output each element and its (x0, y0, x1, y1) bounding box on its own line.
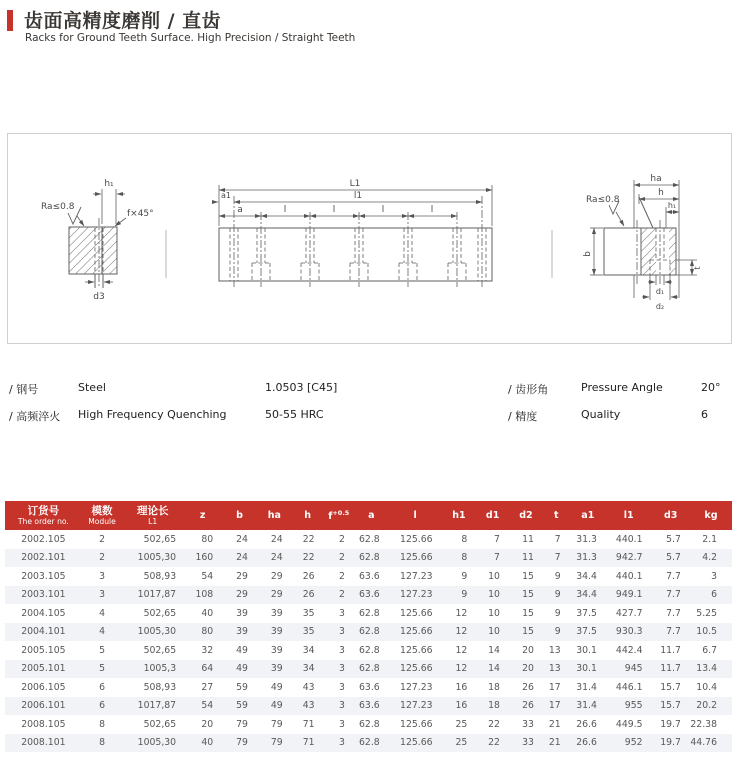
cell-order: 2008.105 (21, 718, 66, 730)
cell-a1: 31.3 (576, 552, 597, 564)
cell-l: 125.66 (400, 663, 433, 675)
cell-d1: 22 (488, 718, 500, 730)
spec-en-label: High Frequency Quenching (78, 408, 227, 421)
cell-t: 7 (554, 533, 561, 545)
column-header-h1: h1 (452, 510, 466, 521)
cell-z: 80 (201, 626, 214, 638)
table-row (5, 734, 732, 753)
cell-t: 9 (554, 607, 561, 619)
cell-z: 40 (201, 607, 214, 619)
cell-t: 13 (548, 663, 561, 675)
table-row (5, 715, 732, 734)
cell-d1: 10 (488, 570, 500, 582)
cell-length: 502,65 (143, 718, 177, 730)
cell-a1: 31.3 (576, 533, 597, 545)
cell-d1: 18 (488, 700, 500, 712)
cell-l1: 440.1 (615, 570, 643, 582)
page-subtitle: Racks for Ground Teeth Surface. High Precision / Straight Teeth (25, 32, 356, 44)
front-a-label: a (237, 205, 243, 215)
spec-value: 20° (701, 381, 721, 394)
cell-l1: 427.7 (615, 607, 643, 619)
cell-d1: 10 (488, 607, 500, 619)
cell-b: 79 (236, 737, 248, 749)
cell-length: 508,93 (143, 570, 177, 582)
cell-order: 2006.105 (21, 681, 66, 693)
table-row (5, 678, 732, 697)
cell-l: 125.66 (400, 644, 433, 656)
cell-t: 7 (554, 552, 561, 564)
column-header-order: 订货号 The order no. (17, 505, 69, 526)
table-row (5, 697, 732, 716)
cell-l: 125.66 (400, 533, 433, 545)
cell-ha: 39 (270, 626, 283, 638)
cell-kg: 6.7 (702, 644, 717, 656)
spec-row-quality (508, 408, 733, 435)
cell-h1: 12 (455, 644, 468, 656)
cell-ha: 39 (270, 663, 283, 675)
cell-kg: 22.38 (690, 718, 717, 730)
cell-d1: 10 (488, 589, 500, 601)
cell-order: 2003.101 (21, 589, 66, 601)
cell-a: 62.8 (359, 607, 380, 619)
cell-a: 62.8 (359, 552, 380, 564)
cell-d2: 33 (522, 718, 534, 730)
cell-a: 62.8 (359, 644, 380, 656)
cell-l: 127.23 (400, 589, 433, 601)
cell-ha: 39 (270, 644, 283, 656)
cell-length: 502,65 (143, 533, 177, 545)
cell-f: 3 (339, 607, 345, 619)
cell-z: 80 (201, 533, 214, 545)
table-row (5, 641, 732, 660)
cell-d1: 14 (488, 644, 500, 656)
cell-f: 2 (339, 552, 345, 564)
cell-ha: 29 (270, 570, 283, 582)
cell-z: 32 (201, 644, 214, 656)
cell-ha: 79 (270, 737, 283, 749)
front-l-label: l (430, 205, 434, 215)
cell-l1: 440.1 (615, 533, 643, 545)
spec-row-steel (9, 381, 479, 408)
cell-d3: 15.7 (660, 700, 681, 712)
cell-l1: 952 (624, 737, 643, 749)
table-row (5, 567, 732, 586)
table-row (5, 623, 732, 642)
cell-d2: 15 (522, 626, 534, 638)
cell-h: 35 (302, 607, 315, 619)
left-ra-label: Ra≤0.8 (41, 202, 75, 212)
cell-d2: 11 (522, 533, 534, 545)
cell-t: 17 (548, 681, 561, 693)
cell-order: 2005.105 (21, 644, 66, 656)
spec-zh-label: / 齿形角 (508, 383, 549, 396)
column-header-length: 理论长 L1 (136, 505, 169, 526)
cell-f: 2 (339, 570, 345, 582)
specs-left-column (9, 381, 479, 435)
cell-ha: 49 (270, 700, 283, 712)
cell-kg: 44.76 (690, 737, 717, 749)
table-row (5, 586, 732, 605)
spec-zh-label: / 高频淬火 (9, 410, 61, 423)
cell-d3: 7.7 (666, 570, 681, 582)
cell-d3: 11.7 (660, 663, 681, 675)
rack-front-view-drawing (212, 179, 492, 287)
end-section-drawing (583, 174, 702, 311)
cell-d2: 15 (522, 570, 534, 582)
specs-right-column (508, 381, 733, 435)
cell-l1: 955 (624, 700, 643, 712)
cell-f: 3 (339, 700, 345, 712)
front-a1-label: a1 (221, 191, 231, 200)
cell-kg: 10.5 (696, 626, 717, 638)
front-l-label: l (381, 205, 385, 215)
cell-order: 2006.101 (21, 700, 66, 712)
cell-h: 26 (302, 570, 315, 582)
cell-d1: 18 (488, 681, 500, 693)
column-header-b: b (236, 510, 243, 521)
cell-module: 3 (99, 589, 105, 601)
cell-l1: 930.3 (615, 626, 643, 638)
cell-l: 127.23 (400, 570, 433, 582)
cell-order: 2002.101 (21, 552, 66, 564)
cell-a: 62.8 (359, 718, 380, 730)
cell-h: 35 (302, 626, 315, 638)
end-t-label: t (693, 266, 702, 270)
cell-b: 24 (236, 533, 248, 545)
cell-length: 1017,87 (137, 700, 177, 712)
cell-kg: 2.1 (702, 533, 717, 545)
cell-d3: 7.7 (666, 607, 681, 619)
cell-b: 24 (236, 552, 248, 564)
spec-en-label: Pressure Angle (581, 381, 663, 394)
cell-b: 79 (236, 718, 248, 730)
cell-t: 9 (554, 570, 561, 582)
cell-d3: 15.7 (660, 681, 681, 693)
cell-f: 3 (339, 737, 345, 749)
cell-z: 20 (201, 718, 214, 730)
cell-order: 2002.105 (21, 533, 66, 545)
cell-z: 27 (201, 681, 214, 693)
cell-b: 59 (236, 700, 248, 712)
cell-kg: 6 (711, 589, 717, 601)
cell-length: 1005,30 (137, 552, 177, 564)
cell-length: 1005,30 (137, 737, 177, 749)
left-chamfer-label: f×45° (127, 209, 154, 219)
cell-z: 64 (201, 663, 214, 675)
cell-order: 2004.105 (21, 607, 66, 619)
cell-l1: 942.7 (615, 552, 643, 564)
cell-l: 125.66 (400, 737, 433, 749)
cell-h1: 12 (455, 626, 468, 638)
spec-row-quenching (9, 408, 479, 435)
cell-a1: 34.4 (576, 589, 597, 601)
cell-d3: 11.7 (660, 644, 681, 656)
page-title: 齿面高精度磨削 / 直齿 (24, 10, 222, 32)
cell-a1: 26.6 (576, 737, 597, 749)
cell-length: 508,93 (143, 681, 177, 693)
cell-d2: 26 (522, 700, 534, 712)
cell-a1: 37.5 (576, 626, 597, 638)
cell-h: 34 (302, 663, 315, 675)
column-header-f: $f^{+0.5}$ (328, 508, 350, 523)
column-header-ha: ha (267, 510, 281, 521)
cell-b: 29 (236, 589, 248, 601)
cell-a: 62.8 (359, 663, 380, 675)
cell-a: 63.6 (359, 681, 380, 693)
title-accent-bar (7, 10, 13, 31)
left-h1-label: h₁ (104, 179, 114, 189)
cell-ha: 49 (270, 681, 283, 693)
cell-b: 39 (236, 626, 248, 638)
cell-order: 2008.101 (21, 737, 66, 749)
cell-h1: 12 (455, 607, 468, 619)
cell-length: 502,65 (143, 607, 177, 619)
cell-d3: 5.7 (666, 533, 681, 545)
cell-module: 8 (99, 737, 105, 749)
cell-b: 29 (236, 570, 248, 582)
end-b-label: b (583, 251, 593, 257)
technical-drawing (8, 134, 729, 341)
cell-h1: 16 (455, 681, 468, 693)
column-header-d3: d3 (664, 510, 678, 521)
cell-d3: 7.7 (666, 626, 681, 638)
cell-h1: 25 (455, 718, 468, 730)
end-h-label: h (658, 188, 664, 198)
cell-l: 127.23 (400, 700, 433, 712)
cell-h: 22 (302, 552, 315, 564)
left-section-drawing (41, 179, 154, 302)
column-header-l: l (413, 510, 417, 521)
cell-h: 43 (302, 681, 315, 693)
column-header-t: t (554, 510, 559, 521)
cell-kg: 10.4 (696, 681, 717, 693)
cell-h: 34 (302, 644, 315, 656)
column-header-d1: d1 (485, 510, 500, 521)
cell-module: 6 (99, 700, 105, 712)
cell-d2: 11 (522, 552, 534, 564)
cell-t: 17 (548, 700, 561, 712)
spec-row-pressure-angle (508, 381, 733, 408)
cell-d3: 5.7 (666, 552, 681, 564)
cell-h1: 9 (461, 589, 468, 601)
cell-length: 1005,30 (137, 626, 177, 638)
cell-z: 54 (201, 700, 214, 712)
cell-d1: 7 (493, 533, 500, 545)
cell-a1: 37.5 (576, 607, 597, 619)
cell-f: 2 (339, 589, 345, 601)
cell-a: 63.6 (359, 570, 380, 582)
cell-d3: 7.7 (666, 589, 681, 601)
cell-z: 54 (201, 570, 214, 582)
cell-kg: 3 (711, 570, 717, 582)
cell-l: 125.66 (400, 718, 433, 730)
table-head (5, 501, 732, 530)
cell-a1: 26.6 (576, 718, 597, 730)
end-ha-label: ha (650, 174, 662, 184)
table-row (5, 530, 732, 549)
cell-t: 9 (554, 589, 561, 601)
cell-l1: 442.4 (615, 644, 643, 656)
end-ra-label: Ra≤0.8 (586, 195, 620, 205)
cell-ha: 24 (270, 552, 283, 564)
table-body (5, 530, 732, 752)
cell-d1: 14 (488, 663, 500, 675)
table-row (5, 549, 732, 568)
cell-d1: 22 (488, 737, 500, 749)
cell-d1: 7 (493, 552, 500, 564)
front-L1-label: L1 (349, 179, 361, 189)
cell-h: 22 (302, 533, 315, 545)
cell-module: 5 (99, 663, 105, 675)
front-l-label: l (332, 205, 336, 215)
cell-ha: 79 (270, 718, 283, 730)
cell-l: 125.66 (400, 626, 433, 638)
cell-kg: 13.4 (696, 663, 717, 675)
column-header-l1: l1 (623, 510, 634, 521)
cell-length: 1017,87 (137, 589, 177, 601)
cell-f: 3 (339, 663, 345, 675)
cell-module: 4 (99, 607, 105, 619)
column-header-module: 模数 Module (88, 505, 116, 526)
cell-order: 2005.101 (21, 663, 66, 675)
table-header-row (5, 501, 732, 530)
spec-value: 6 (701, 408, 708, 421)
cell-d3: 19.7 (660, 718, 681, 730)
front-l-label: l (283, 205, 287, 215)
table-row (5, 604, 732, 623)
cell-h1: 25 (455, 737, 468, 749)
cell-t: 21 (548, 737, 561, 749)
cell-a1: 34.4 (576, 570, 597, 582)
cell-order: 2003.105 (21, 570, 66, 582)
cell-b: 39 (236, 607, 248, 619)
cell-b: 59 (236, 681, 248, 693)
end-d2-label: d₂ (655, 302, 665, 311)
cell-a: 62.8 (359, 626, 380, 638)
cell-b: 49 (236, 644, 248, 656)
front-l1-label: l1 (353, 191, 363, 201)
rack-dimensions-table (5, 501, 732, 752)
cell-a: 63.6 (359, 700, 380, 712)
cell-t: 21 (548, 718, 561, 730)
cell-ha: 29 (270, 589, 283, 601)
cell-d2: 20 (522, 644, 534, 656)
cell-a: 63.6 (359, 589, 380, 601)
cell-module: 2 (99, 533, 105, 545)
cell-t: 13 (548, 644, 561, 656)
cell-t: 9 (554, 626, 561, 638)
cell-module: 8 (99, 718, 105, 730)
cell-l1: 449.5 (615, 718, 643, 730)
cell-h1: 9 (461, 570, 468, 582)
cell-l: 127.23 (400, 681, 433, 693)
cell-a1: 30.1 (576, 644, 597, 656)
cell-kg: 4.2 (702, 552, 717, 564)
spec-en-label: Quality (581, 408, 621, 421)
cell-a1: 31.4 (576, 700, 597, 712)
cell-kg: 20.2 (696, 700, 717, 712)
column-header-z: z (199, 510, 206, 521)
cell-h: 43 (302, 700, 315, 712)
technical-drawing-box (7, 133, 732, 344)
spec-en-label: Steel (78, 381, 106, 394)
column-header-a: a (368, 510, 375, 521)
cell-d2: 15 (522, 607, 534, 619)
cell-f: 3 (339, 681, 345, 693)
cell-l: 125.66 (400, 607, 433, 619)
cell-h: 71 (302, 737, 315, 749)
cell-order: 2004.101 (21, 626, 66, 638)
cell-l: 125.66 (400, 552, 433, 564)
cell-z: 108 (195, 589, 214, 601)
cell-module: 4 (99, 626, 105, 638)
column-header-kg: kg (704, 510, 718, 521)
cell-d1: 10 (488, 626, 500, 638)
cell-f: 3 (339, 644, 345, 656)
cell-d2: 20 (522, 663, 534, 675)
cell-h1: 12 (455, 663, 468, 675)
column-header-h: h (304, 510, 312, 521)
spec-zh-label: / 钢号 (9, 383, 39, 396)
cell-z: 40 (201, 737, 214, 749)
cell-d2: 33 (522, 737, 534, 749)
left-d3-label: d3 (93, 292, 105, 302)
cell-module: 6 (99, 681, 105, 693)
cell-h: 71 (302, 718, 315, 730)
cell-f: 3 (339, 626, 345, 638)
cell-b: 49 (236, 663, 248, 675)
cell-l1: 945 (624, 663, 643, 675)
cell-f: 2 (339, 533, 345, 545)
table-row (5, 660, 732, 679)
end-h1-label: h₁ (667, 201, 677, 210)
cell-module: 3 (99, 570, 105, 582)
column-header-a1: a1 (581, 510, 595, 521)
cell-ha: 39 (270, 607, 283, 619)
end-d1-label: d₁ (655, 287, 665, 296)
cell-z: 160 (195, 552, 214, 564)
spec-value: 1.0503 [C45] (265, 381, 338, 394)
cell-l1: 446.1 (615, 681, 643, 693)
cell-d2: 26 (522, 681, 534, 693)
cell-l1: 949.1 (615, 589, 643, 601)
cell-a1: 31.4 (576, 681, 597, 693)
cell-ha: 24 (270, 533, 283, 545)
cell-module: 5 (99, 644, 105, 656)
spec-value: 50-55 HRC (265, 408, 324, 421)
cell-kg: 5.25 (696, 607, 717, 619)
cell-f: 3 (339, 718, 345, 730)
cell-a1: 30.1 (576, 663, 597, 675)
spec-zh-label: / 精度 (508, 410, 538, 423)
cell-a: 62.8 (359, 737, 380, 749)
column-header-d2: d2 (519, 510, 533, 521)
cell-module: 2 (99, 552, 105, 564)
cell-length: 502,65 (143, 644, 177, 656)
cell-h1: 8 (461, 533, 468, 545)
cell-h1: 8 (461, 552, 468, 564)
cell-a: 62.8 (359, 533, 380, 545)
cell-d3: 19.7 (660, 737, 681, 749)
cell-h1: 16 (455, 700, 468, 712)
cell-length: 1005,3 (143, 663, 177, 675)
cell-d2: 15 (522, 589, 534, 601)
cell-h: 26 (302, 589, 315, 601)
